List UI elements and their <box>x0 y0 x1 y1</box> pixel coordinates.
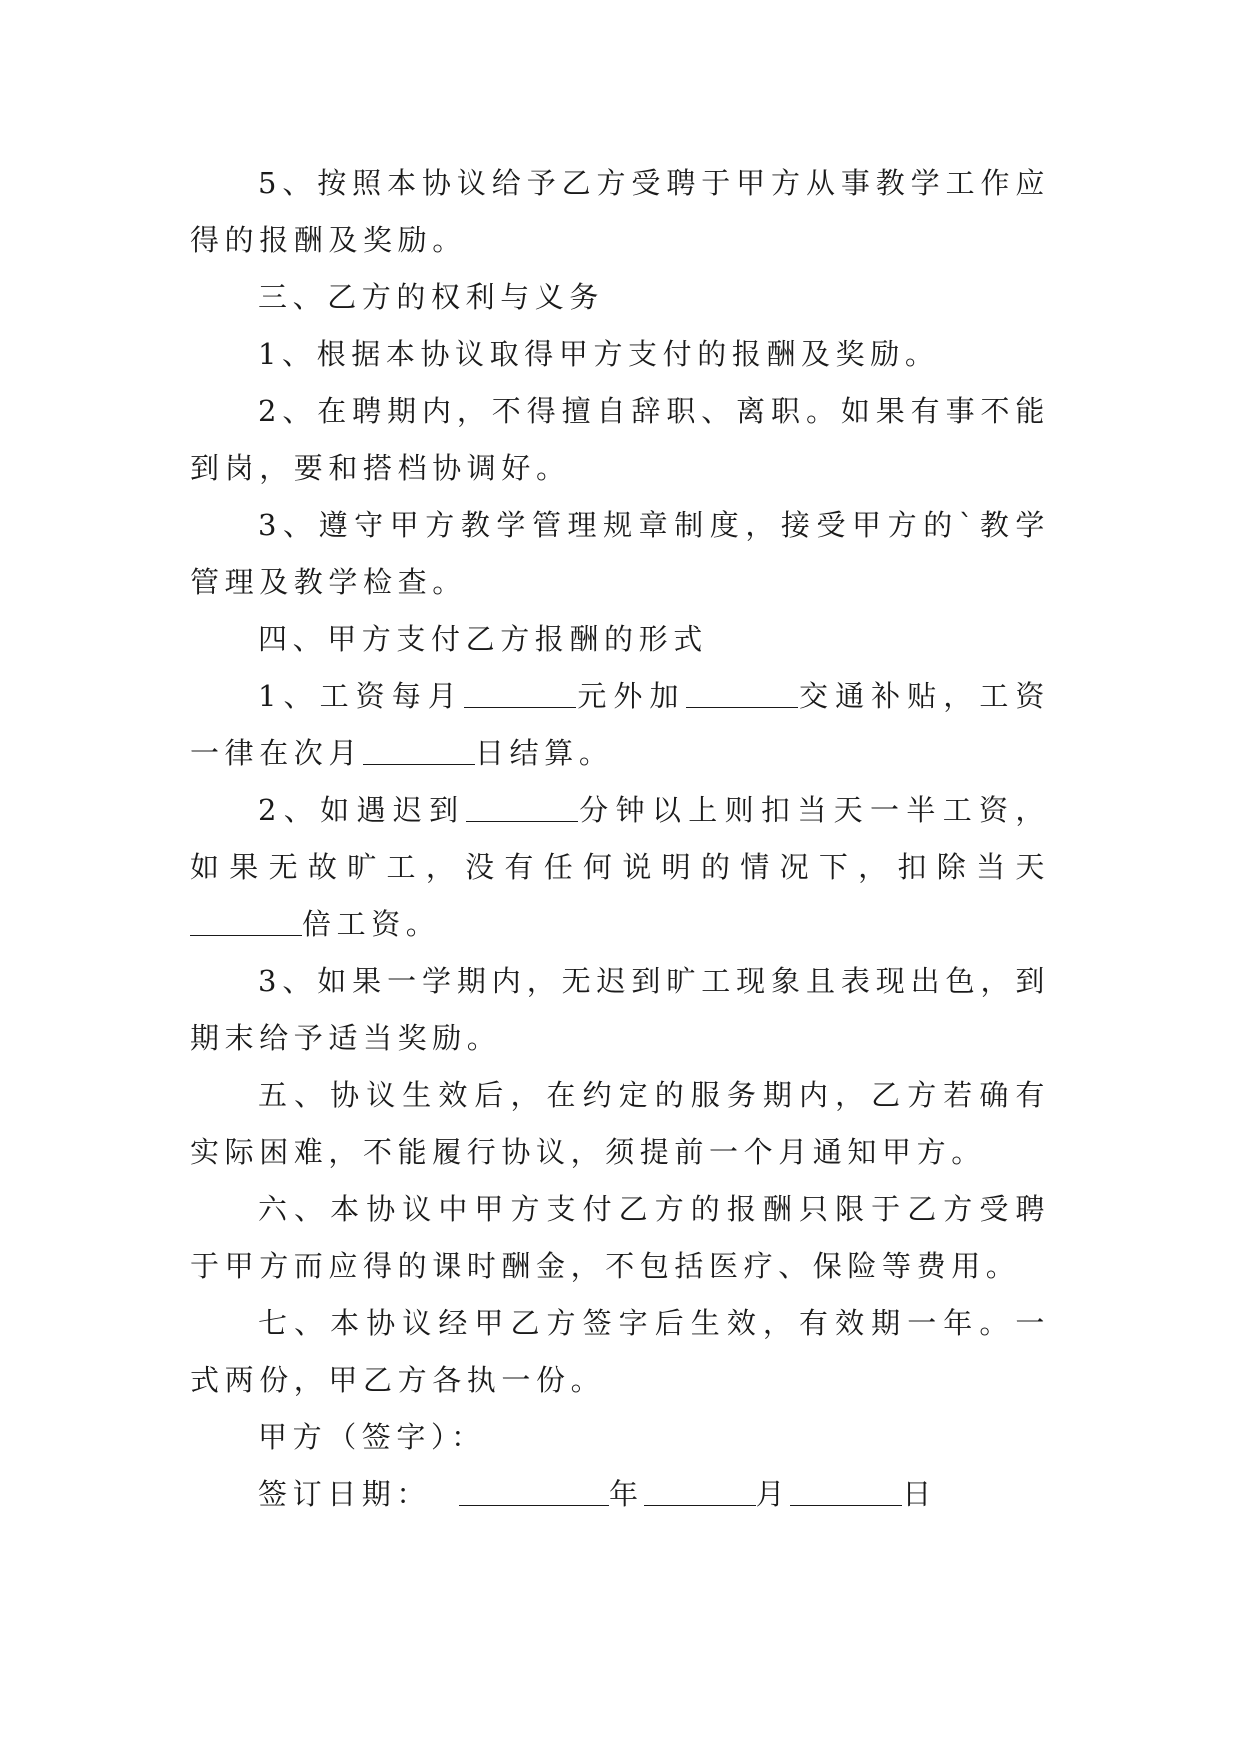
year-label: 年 <box>609 1477 644 1511</box>
salary-text-c: 交通补贴，工资一律在次月 <box>190 679 1050 770</box>
clause-6-scope: 六、本协议中甲方支付乙方的报酬只限于乙方受聘于甲方而应得的课时酬金，不包括医疗、保险等费用。 <box>190 1192 1050 1283</box>
clause-5-rewards: 5、按照本协议给予乙方受聘于甲方从事教学工作应得的报酬及奖励。 <box>190 166 1050 257</box>
late-minutes-blank[interactable] <box>466 792 578 822</box>
signing-date-line <box>190 1466 1050 1523</box>
clause-c1-salary <box>190 668 1050 782</box>
settlement-day-blank[interactable] <box>363 735 475 765</box>
month-blank[interactable] <box>644 1476 756 1506</box>
deduction-text-b: 分钟以上则扣当天一半工资，如果无故旷工，没有任何说明的情况下，扣除当天 <box>190 793 1050 884</box>
deduction-text-c: 倍工资。 <box>302 907 441 941</box>
salary-text-a: 1、工资每月 <box>258 679 464 713</box>
section-3-heading: 三、乙方的权利与义务 <box>258 280 605 314</box>
salary-text-b: 元外加 <box>575 679 686 713</box>
date-label: 签订日期： <box>258 1477 432 1511</box>
clause-b3-obey-rules: 3、遵守甲方教学管理规章制度，接受甲方的`教学管理及教学检查。 <box>190 508 1050 599</box>
clause-c2-deductions <box>190 782 1050 953</box>
absence-multiplier-blank[interactable] <box>190 906 302 936</box>
transport-allowance-blank[interactable] <box>686 678 798 708</box>
document-page <box>190 155 1050 1523</box>
salary-text-d: 日结算。 <box>475 736 614 770</box>
clause-c3-bonus: 3、如果一学期内，无迟到旷工现象且表现出色，到期末给予适当奖励。 <box>190 964 1050 1055</box>
salary-amount-blank[interactable] <box>464 678 576 708</box>
clause-5-notice: 五、协议生效后，在约定的服务期内，乙方若确有实际困难，不能履行协议，须提前一个月通知甲方。 <box>190 1078 1050 1169</box>
month-label: 月 <box>755 1477 791 1511</box>
clause-b1-payment-right: 1、根据本协议取得甲方支付的报酬及奖励。 <box>258 337 940 371</box>
clause-b2-no-resign: 2、在聘期内，不得擅自辞职、离职。如果有事不能到岗，要和搭档协调好。 <box>190 394 1050 485</box>
day-blank[interactable] <box>790 1476 902 1506</box>
day-label: 日 <box>902 1477 937 1511</box>
clause-7-validity: 七、本协议经甲乙方签字后生效，有效期一年。一式两份，甲乙方各执一份。 <box>190 1306 1050 1397</box>
deduction-text-a: 2、如遇迟到 <box>258 793 466 827</box>
year-blank[interactable] <box>459 1476 609 1506</box>
party-a-signature: 甲方（签字）： <box>258 1420 486 1454</box>
section-4-heading: 四、甲方支付乙方报酬的形式 <box>258 622 708 656</box>
